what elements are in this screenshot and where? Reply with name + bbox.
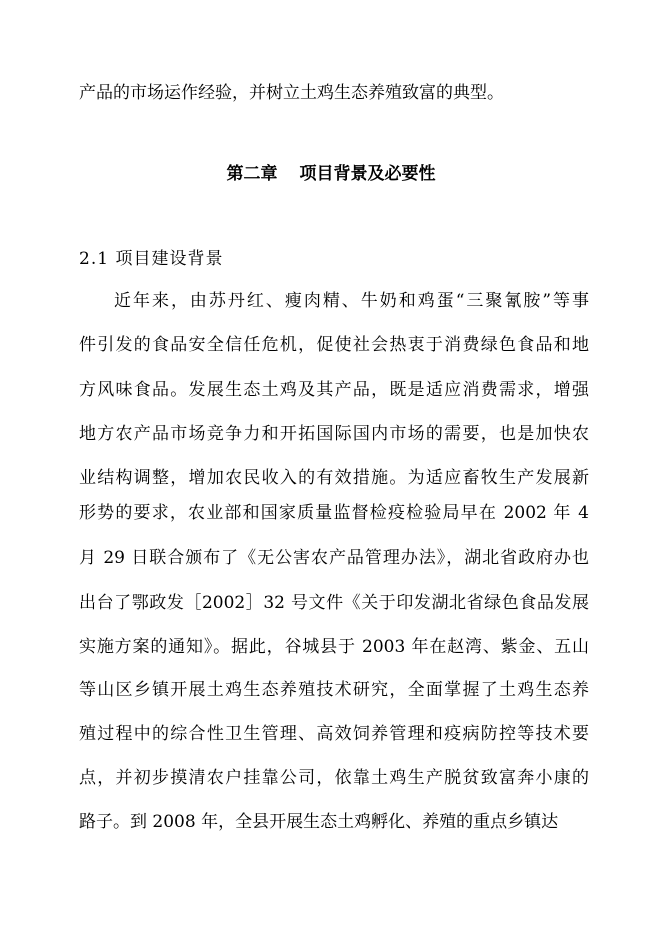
intro-line: 产品的市场运作经验，并树立土鸡生态养殖致富的典型。 — [79, 83, 504, 103]
paragraph-line: 路子。到 2008 年，全县开展生态土鸡孵化、养殖的重点乡镇达 — [79, 812, 559, 832]
paragraph-line: 形势的要求，农业部和国家质量监督检疫检验局早在 2002 年 4 — [79, 503, 589, 523]
chapter-title: 项目背景及必要性 — [299, 164, 436, 184]
paragraph-line: 地方农产品市场竞争力和开拓国际国内市场的需要，也是加快农 — [79, 424, 589, 444]
chapter-number: 第二章 — [226, 164, 278, 184]
paragraph-line: 近年来，由苏丹红、瘦肉精、牛奶和鸡蛋“三聚氰胺”等事 — [114, 291, 589, 311]
paragraph-line: 月 29 日联合颁布了《无公害农产品管理办法》，湖北省政府办也 — [79, 548, 589, 568]
paragraph-line: 实施方案的通知》。据此，谷城县于 2003 年在赵湾、紫金、五山 — [79, 637, 589, 657]
paragraph-line: 方风味食品。发展生态土鸡及其产品，既是适应消费需求，增强 — [79, 380, 589, 400]
paragraph-line: 业结构调整，增加农民收入的有效措施。为适应畜牧生产发展新 — [79, 468, 589, 488]
paragraph-line: 殖过程中的综合性卫生管理、高效饲养管理和疫病防控等技术要 — [79, 724, 589, 744]
chapter-heading — [0, 163, 662, 185]
section-title: 2.1 项目建设背景 — [79, 249, 224, 269]
paragraph-line: 点，并初步摸清农户挂靠公司，依靠土鸡生产脱贫致富奔小康的 — [79, 768, 589, 788]
paragraph-line: 件引发的食品安全信任危机，促使社会热衷于消费绿色食品和地 — [79, 335, 589, 355]
paragraph-line: 等山区乡镇开展土鸡生态养殖技术研究，全面掌握了土鸡生态养 — [79, 680, 589, 700]
paragraph-line: 出台了鄂政发［2002］32 号文件《关于印发湖北省绿色食品发展 — [79, 593, 589, 613]
